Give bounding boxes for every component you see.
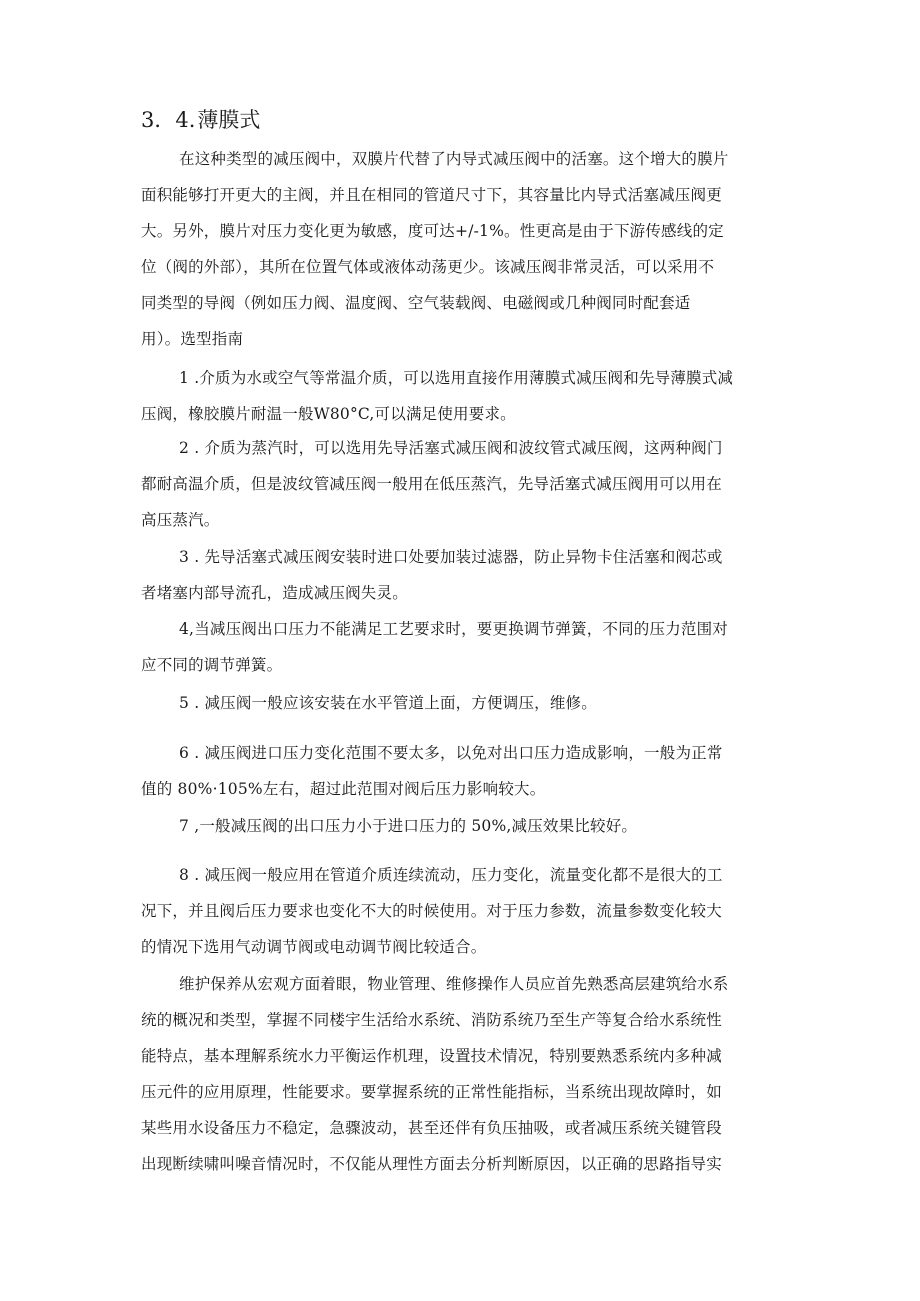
- paragraph-intro: [141, 141, 781, 357]
- text-line: 某些用水设备压力不稳定，急骤波动，甚至还伴有负压抽吸，或者减压系统关键管段: [141, 1119, 722, 1137]
- text-line: 6 . 减压阀进口压力变化范围不要太多，以免对出口压力造成影响，一般为正常: [179, 744, 723, 762]
- section-title: 薄膜式: [197, 108, 261, 132]
- text-line: 高压蒸汽。: [141, 511, 220, 529]
- text-line: 面积能够打开更大的主阀，并且在相同的管道尺寸下，其容量比内导式活塞减压阀更: [141, 186, 722, 204]
- list-item-8: [141, 857, 781, 965]
- text-line: 2 . 介质为蒸汽时，可以选用先导活塞式减压阀和波纹管式减压阀，这两种阀门: [179, 439, 723, 457]
- text-line: 应不同的调节弹簧。: [141, 656, 283, 674]
- list-item-7: [141, 808, 781, 844]
- text-line: 出现断续啸叫噪音情况时，不仅能从理性方面去分析判断原因，以正确的思路指导实: [141, 1155, 722, 1173]
- paragraph-maintenance: [141, 966, 781, 1182]
- text-line: 4,当减压阀出口压力不能满足工艺要求时，要更换调节弹簧，不同的压力范围对: [179, 620, 728, 638]
- text-line: 7 ,一般减压阀的出口压力小于进口压力的 50%,减压效果比较好。: [179, 817, 638, 835]
- text-line: 压阀，橡胶膜片耐温一般W80°C,可以满足使用要求。: [141, 405, 516, 423]
- list-item-5: [141, 685, 781, 721]
- text-line: 3 . 先导活塞式减压阀安装时进口处要加装过滤器，防止异物卡住活塞和阀芯或: [179, 548, 723, 566]
- list-item-3: [141, 539, 781, 611]
- text-line: 同类型的导阀（例如压力阀、温度阀、空气装载阀、电磁阀或几种阀同时配套适: [141, 294, 691, 312]
- text-line: 值的 80%·105%左右，超过此范围对阀后压力影响较大。: [141, 780, 546, 798]
- text-line: 8 . 减压阀一般应用在管道介质连续流动，压力变化，流量变化都不是很大的工: [179, 866, 723, 884]
- list-item-2: [141, 430, 781, 538]
- text-line: 统的概况和类型，掌握不同楼宇生活给水系统、消防系统乃至生产等复合给水系统性: [141, 1011, 722, 1029]
- text-line: 压元件的应用原理，性能要求。要掌握系统的正常性能指标，当系统出现故障时，如: [141, 1083, 722, 1101]
- section-number: 3．4.: [141, 108, 196, 132]
- text-line: 在这种类型的减压阀中，双膜片代替了内导式减压阀中的活塞。这个增大的膜片: [179, 150, 729, 168]
- section-heading: [141, 104, 260, 136]
- text-line: 能特点，基本理解系统水力平衡运作机理，设置技术情况，特别要熟悉系统内多种减: [141, 1047, 722, 1065]
- text-line: 的情况下选用气动调节阀或电动调节阀比较适合。: [141, 938, 487, 956]
- text-line: 者堵塞内部导流孔，造成减压阀失灵。: [141, 584, 408, 602]
- list-item-6: [141, 735, 781, 807]
- text-line: 况下，并且阀后压力要求也变化不大的时候使用。对于压力参数，流量参数变化较大: [141, 902, 722, 920]
- list-item-1: [141, 360, 781, 432]
- text-line: 5 . 减压阀一般应该安装在水平管道上面，方便调压，维修。: [179, 694, 597, 712]
- text-line: 1 .介质为水或空气等常温介质，可以选用直接作用薄膜式减压阀和先导薄膜式减: [179, 369, 734, 387]
- text-line: 维护保养从宏观方面着眼，物业管理、维修操作人员应首先熟悉高层建筑给水系: [179, 975, 729, 993]
- list-item-4: [141, 611, 781, 683]
- text-line: 都耐高温介质，但是波纹管减压阀一般用在低压蒸汽，先导活塞式减压阀用可以用在: [141, 475, 722, 493]
- text-line: 用）。选型指南: [141, 330, 244, 348]
- text-line: 大。另外，膜片对压力变化更为敏感，度可达+/-1%。性更高是由于下游传感线的定: [141, 222, 724, 240]
- text-line: 位（阀的外部），其所在位置气体或液体动荡更少。该减压阀非常灵活，可以采用不: [141, 258, 715, 276]
